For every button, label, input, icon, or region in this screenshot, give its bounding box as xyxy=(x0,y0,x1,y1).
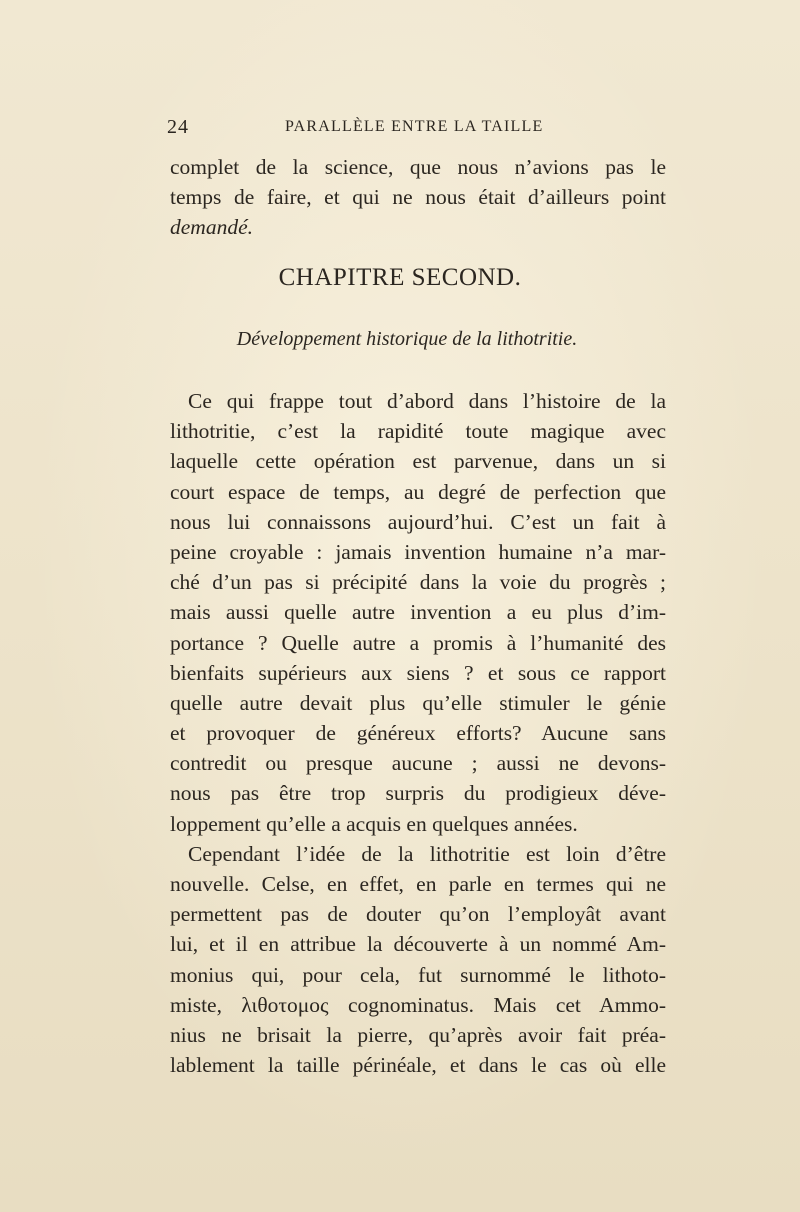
text-line: bienfaits supérieurs aux siens ? et sous ce rapport xyxy=(170,660,666,685)
text-line: laquelle cette opération est parvenue, dans un si xyxy=(170,449,666,474)
text-line: nouvelle. Celse, en effet, en parle en termes qui ne xyxy=(170,872,666,896)
text-line: Ce qui frappe tout d’abord dans l’histoire de la xyxy=(188,389,666,413)
text-line: permettent pas de douter qu’on l’employât avant xyxy=(170,902,666,927)
text-line: lablement la taille périnéale, et dans le cas où elle xyxy=(170,1053,666,1078)
intro-paragraph xyxy=(170,152,666,242)
text-line: monius qui, pour cela, fut surnommé le lithoto- xyxy=(170,962,666,987)
chapter-title: CHAPITRE SECOND. xyxy=(278,264,522,291)
text-line: lithotritie, c’est la rapidité toute magique avec xyxy=(170,419,666,444)
text-line: court espace de temps, au degré de perfection que xyxy=(170,479,666,504)
text-line: nous pas être trop surpris du prodigieux déve- xyxy=(170,781,666,806)
text-line: nius ne brisait la pierre, qu’après avoir fait préa- xyxy=(170,1022,666,1047)
text-line: miste, λιθοτομος cognominatus. Mais cet Ammo- xyxy=(170,992,666,1017)
text-line: portance ? Quelle autre a promis à l’humanité des xyxy=(170,630,666,655)
text-line: ché d’un pas si précipité dans la voie du progrès ; xyxy=(170,570,666,595)
text-line: et provoquer de généreux efforts? Aucune sans xyxy=(170,721,666,746)
text-line: loppement qu’elle a acquis en quelques années. xyxy=(170,811,578,836)
text-line: mais aussi quelle autre invention a eu plus d’im- xyxy=(170,600,666,625)
chapter-subtitle: Développement historique de la lithotritie. xyxy=(236,328,578,350)
text-line: peine croyable : jamais invention humaine n’a mar- xyxy=(170,539,666,564)
text-line: contredit ou presque aucune ; aussi ne devons- xyxy=(170,751,666,776)
text-line: complet de la science, que nous n’avions pas le xyxy=(170,155,666,179)
text-line: Cependant l’idée de la lithotritie est loin d’être xyxy=(188,841,666,866)
text-line: nous lui connaissons aujourd’hui. C’est un fait à xyxy=(170,509,666,534)
running-title: PARALLÈLE ENTRE LA TAILLE xyxy=(285,118,544,135)
text-line: demandé. xyxy=(170,215,253,239)
page-number: 24 xyxy=(167,116,189,138)
page-header xyxy=(167,116,675,144)
text-line: quelle autre devait plus qu’elle stimuler le génie xyxy=(170,690,666,715)
body-paragraphs xyxy=(170,386,666,1080)
text-line: temps de faire, et qui ne nous était d’ailleurs point xyxy=(170,185,666,209)
text-line: lui, et il en attribue la découverte à un nommé Am- xyxy=(170,932,666,957)
